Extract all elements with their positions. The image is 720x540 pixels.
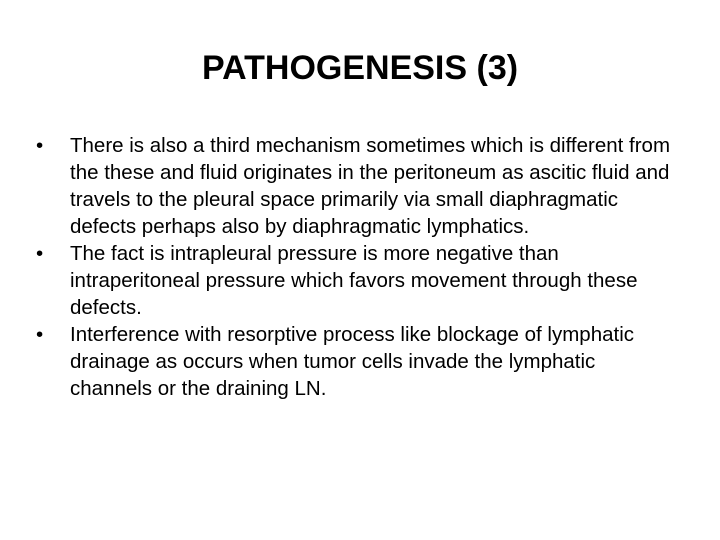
bullet-text: Interference with resorptive process like blockage of lymphatic drainage as occurs when tumor cells invade the lymphatic channels or the draining LN.: [70, 323, 635, 400]
bullet-item: [36, 132, 676, 240]
slide-title: PATHOGENESIS (3): [201, 49, 519, 87]
bullet-item: [36, 240, 676, 321]
bullet-text: There is also a third mechanism sometimes which is different from the these and fluid originates in the peritoneum as ascitic fluid and travels to the pleural space primarily via small diaphragmatic defects perhaps also by diaphragmatic lymphatics.: [70, 134, 671, 238]
bullet-icon: •: [36, 242, 44, 265]
bullet-text: The fact is intrapleural pressure is more negative than intraperitoneal pressure which favors movement through these defects.: [70, 242, 638, 319]
bullet-icon: •: [36, 323, 44, 346]
bullet-icon: •: [36, 134, 44, 157]
bullet-list: [36, 132, 676, 402]
bullet-item: [36, 321, 676, 402]
